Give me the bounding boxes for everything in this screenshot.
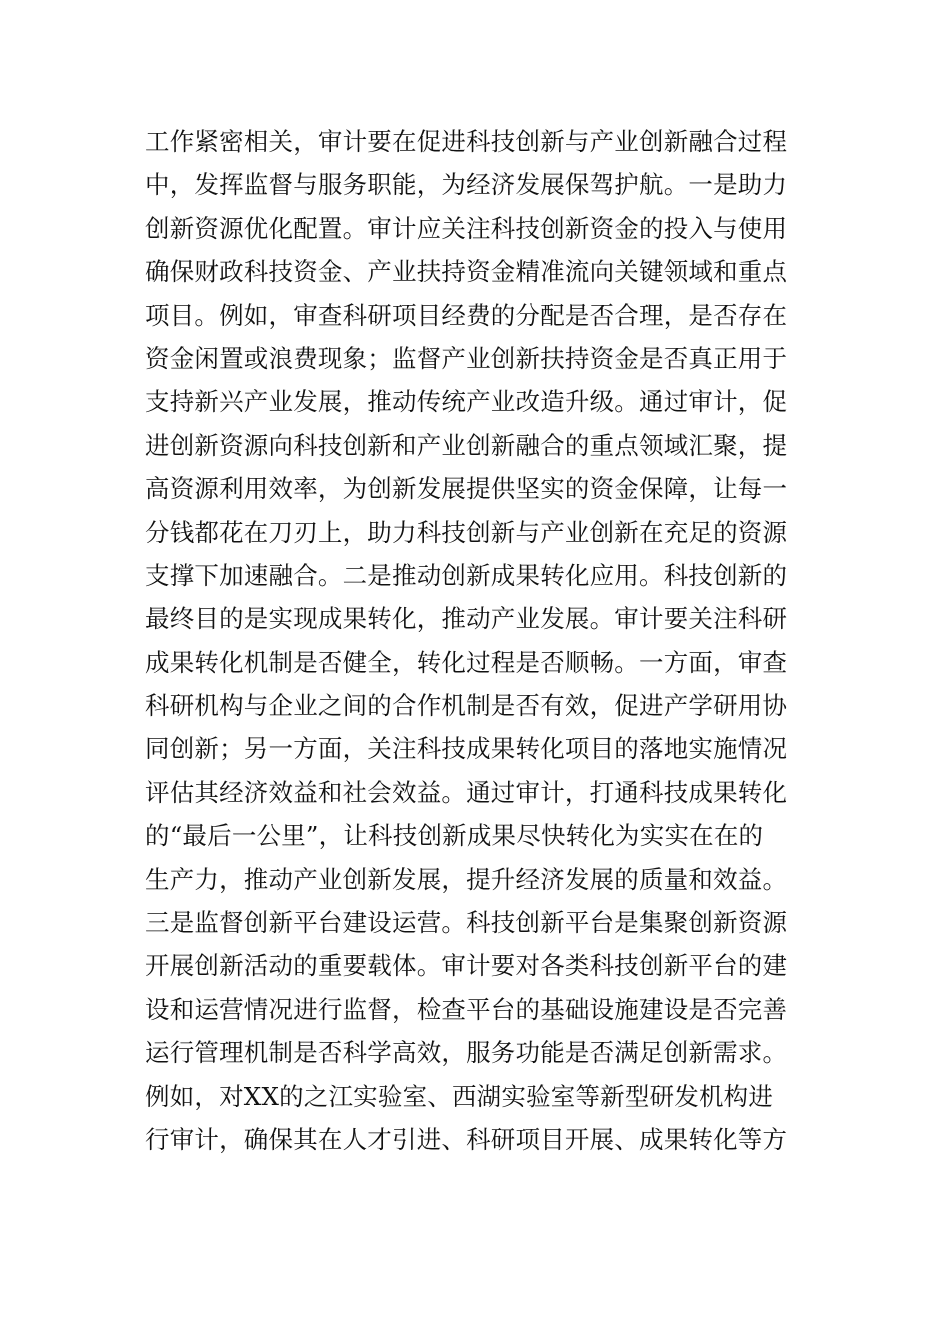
text-line-4: 确保财政科技资金、产业扶持资金精准流向关键领域和重点: [145, 257, 788, 287]
text-line-14: 科研机构与企业之间的合作机制是否有效，促进产学研用协: [145, 691, 788, 721]
text-line-12: 最终目的是实现成果转化，推动产业发展。审计要关注科研: [145, 604, 788, 634]
text-line-15: 同创新；另一方面，关注科技成果转化项目的落地实施情况: [145, 734, 788, 764]
text-line-10: 分钱都花在刀刃上，助力科技创新与产业创新在充足的资源: [145, 517, 788, 547]
text-line-20: 开展创新活动的重要载体。审计要对各类科技创新平台的建: [145, 951, 788, 981]
text-line-5: 项目。例如，审查科研项目经费的分配是否合理，是否存在: [145, 300, 788, 330]
text-line-19: 三是监督创新平台建设运营。科技创新平台是集聚创新资源: [145, 908, 788, 938]
text-line-1: 工作紧密相关，审计要在促进科技创新与产业创新融合过程: [145, 127, 788, 156]
text-line-22: 运行管理机制是否科学高效，服务功能是否满足创新需求。: [145, 1038, 788, 1068]
text-line-9: 高资源利用效率，为创新发展提供坚实的资金保障，让每一: [145, 474, 788, 504]
text-line-3: 创新资源优化配置。审计应关注科技创新资金的投入与使用: [145, 213, 788, 243]
text-line-8: 进创新资源向科技创新和产业创新融合的重点领域汇聚，提: [145, 430, 788, 460]
text-line-6: 资金闲置或浪费现象；监督产业创新扶持资金是否真正用于: [145, 343, 788, 373]
body-text: [145, 120, 815, 1161]
text-line-2: 中，发挥监督与服务职能，为经济发展保驾护航。一是助力: [145, 170, 788, 200]
text-line-16: 评估其经济效益和社会效益。通过审计，打通科技成果转化: [145, 777, 788, 807]
text-line-11: 支撑下加速融合。二是推动创新成果转化应用。科技创新的: [145, 560, 788, 590]
text-line-18: 生产力，推动产业创新发展，提升经济发展的质量和效益。: [145, 864, 788, 894]
text-line-21: 设和运营情况进行监督，检查平台的基础设施建设是否完善: [145, 994, 788, 1024]
text-line-17: 的“最后一公里”，让科技创新成果尽快转化为实实在在的: [145, 821, 764, 851]
text-line-23: 例如，对XX的之江实验室、西湖实验室等新型研发机构进: [145, 1081, 774, 1111]
text-line-13: 成果转化机制是否健全，转化过程是否顺畅。一方面，审查: [145, 647, 788, 677]
text-line-24: 行审计，确保其在人才引进、科研项目开展、成果转化等方: [145, 1124, 788, 1154]
text-line-7: 支持新兴产业发展，推动传统产业改造升级。通过审计，促: [145, 387, 788, 417]
